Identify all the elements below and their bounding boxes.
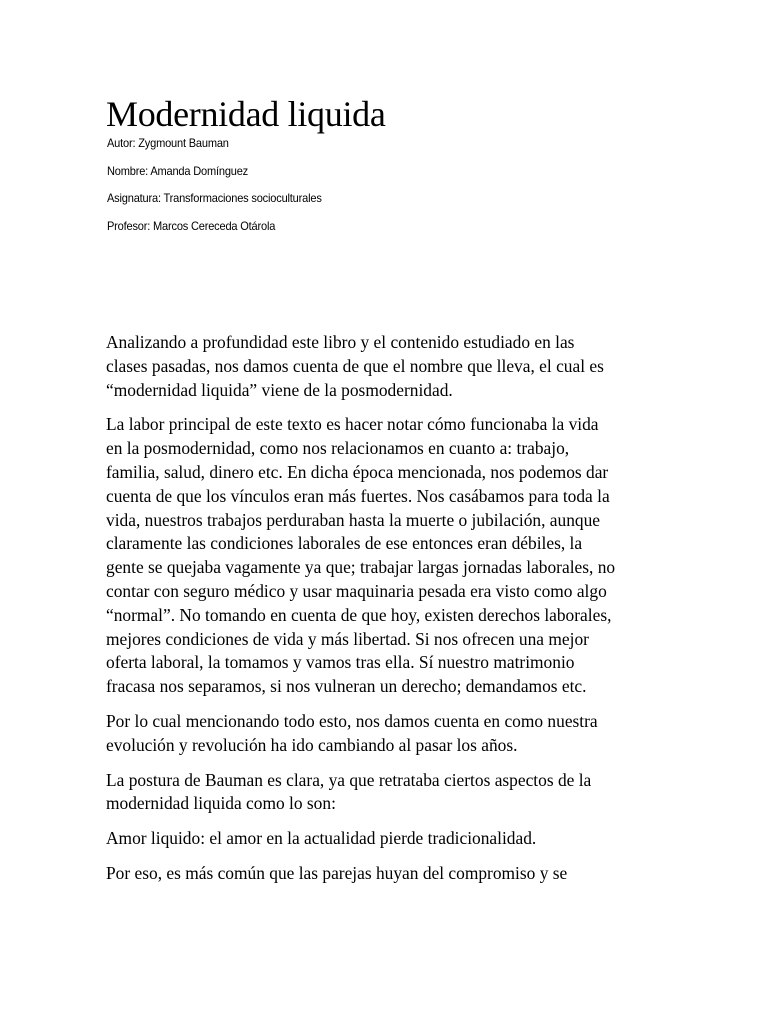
paragraph-compromiso xyxy=(106,862,686,886)
text-line: oferta laboral, la tomamos y vamos tras ella. Sí nuestro matrimonio xyxy=(106,652,575,673)
student-name-line: Nombre: Amanda Domínguez xyxy=(107,164,249,178)
text-line: fracasa nos separamos, si nos vulneran un derecho; demandamos etc. xyxy=(106,676,587,697)
text-line: gente se quejaba vagamente ya que; trabajar largas jornadas laborales, no xyxy=(106,557,616,578)
professor-line: Profesor: Marcos Cereceda Otárola xyxy=(107,219,276,233)
author-line: Autor: Zygmount Bauman xyxy=(107,136,229,150)
text-line: Analizando a profundidad este libro y el contenido estudiado en las xyxy=(106,332,575,352)
text-line: Amor liquido: el amor en la actualidad pierde tradicionalidad. xyxy=(106,828,537,849)
text-line: vida, nuestros trabajos perduraban hasta la muerte o jubilación, aunque xyxy=(106,509,601,530)
text-line: La labor principal de este texto es hacer notar cómo funcionaba la vida xyxy=(106,414,599,435)
text-line: “modernidad liquida” viene de la posmodernidad. xyxy=(106,379,453,400)
text-line: evolución y revolución ha ido cambiando al pasar los años. xyxy=(106,734,518,755)
text-line: Por eso, es más común que las parejas huyan del compromiso y se xyxy=(106,862,568,883)
document-title: Modernidad liquida xyxy=(106,94,386,134)
text-line: mejores condiciones de vida y más libertad. Si nos ofrecen una mejor xyxy=(106,628,589,649)
text-line: en la posmodernidad, como nos relacionamos en cuanto a: trabajo, xyxy=(106,438,570,459)
paragraph-main xyxy=(106,413,686,699)
paragraph-amor-liquido xyxy=(106,827,686,851)
text-line: Por lo cual mencionando todo esto, nos damos cuenta en como nuestra xyxy=(106,710,598,731)
text-line: modernidad liquida como lo son: xyxy=(106,793,336,814)
text-line: clases pasadas, nos damos cuenta de que el nombre que lleva, el cual es xyxy=(106,355,604,376)
text-line: “normal”. No tomando en cuenta de que hoy, existen derechos laborales, xyxy=(106,604,612,625)
paragraph-intro xyxy=(106,331,686,402)
paragraph-evolution xyxy=(106,710,686,758)
document-body xyxy=(106,331,686,897)
text-line: familia, salud, dinero etc. En dicha época mencionada, nos podemos dar xyxy=(106,461,609,482)
paragraph-bauman-stance xyxy=(106,769,686,817)
text-line: cuenta de que los vínculos eran más fuertes. Nos casábamos para toda la xyxy=(106,485,610,506)
subject-line: Asignatura: Transformaciones socioculturales xyxy=(107,191,322,205)
text-line: contar con seguro médico y usar maquinaria pesada era visto como algo xyxy=(106,580,607,601)
text-line: claramente las condiciones laborales de ese entonces eran débiles, la xyxy=(106,533,583,554)
text-line: La postura de Bauman es clara, ya que retrataba ciertos aspectos de la xyxy=(106,769,592,790)
